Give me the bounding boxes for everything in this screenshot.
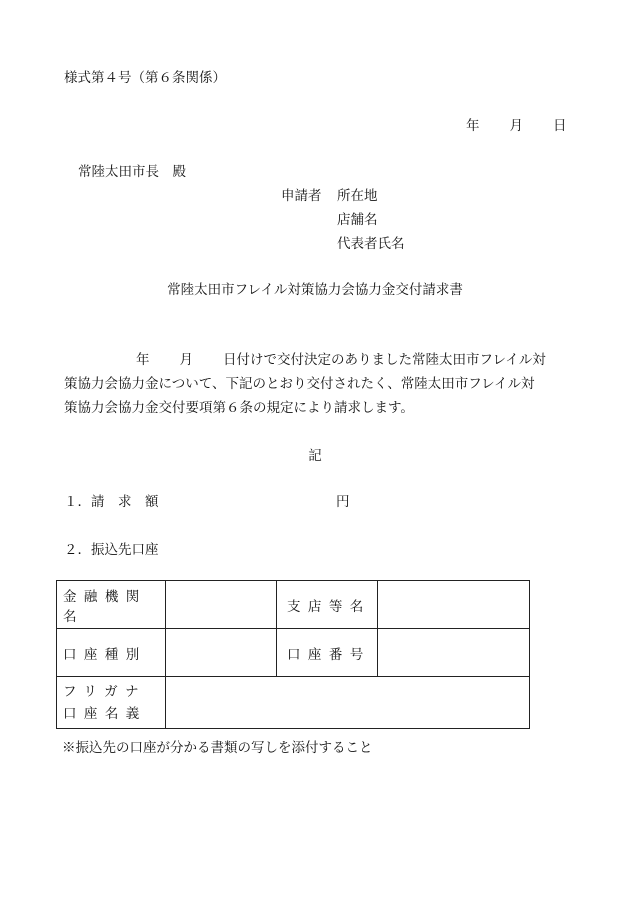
- account-number-field[interactable]: [378, 629, 530, 677]
- account-number-label: 口座番号: [277, 629, 378, 677]
- date-line: [466, 114, 567, 134]
- account-type-field[interactable]: [166, 629, 277, 677]
- date-year: 年: [466, 118, 480, 134]
- body-year: 年: [136, 352, 150, 368]
- addressee: 常陸太田市長 殿: [78, 164, 186, 180]
- bank-account-table: [56, 580, 530, 729]
- attachment-note: ※振込先の口座が分かる書類の写しを添付すること: [62, 740, 373, 756]
- body-paragraph: [64, 348, 584, 420]
- item-request-amount: [64, 490, 350, 510]
- branch-label: 支店等名: [277, 581, 378, 629]
- date-day: 日: [553, 118, 567, 134]
- bank-name-label: 金融機関名: [57, 581, 166, 629]
- body-line-2: 策協力会協力金について、下記のとおり交付されたく、常陸太田市フレイル対: [64, 376, 535, 392]
- table-row: [57, 581, 530, 629]
- representative-label: 代表者氏名: [337, 236, 405, 252]
- address-label: 所在地: [337, 188, 378, 204]
- bank-name-field[interactable]: [166, 581, 277, 629]
- account-type-label: 口座種別: [57, 629, 166, 677]
- account-holder-field[interactable]: [166, 677, 530, 729]
- store-name-label: 店舗名: [337, 212, 378, 228]
- account-holder-label-cell: [57, 677, 166, 729]
- request-amount-label: １．請 求 額: [64, 494, 159, 510]
- document-title: 常陸太田市フレイル対策協力会協力金交付請求書: [167, 282, 463, 298]
- account-holder-label: 口座名義: [63, 705, 147, 722]
- form-number: 様式第４号（第６条関係）: [64, 70, 226, 86]
- body-line-1-text: 日付けで交付決定のありました常陸太田市フレイル対: [223, 352, 546, 368]
- yen-unit: 円: [336, 494, 350, 510]
- ki-heading: 記: [308, 448, 322, 464]
- body-month: 月: [179, 352, 193, 368]
- applicant-label: 申請者: [281, 188, 322, 204]
- table-row: [57, 629, 530, 677]
- date-month: 月: [509, 118, 523, 134]
- item-transfer-account: ２．振込先口座: [64, 542, 159, 558]
- branch-field[interactable]: [378, 581, 530, 629]
- table-row: [57, 677, 530, 729]
- body-line-3: 策協力会協力金交付要項第６条の規定により請求します。: [64, 400, 414, 416]
- furigana-label: フリガナ: [63, 683, 147, 700]
- body-line-1: [64, 348, 584, 372]
